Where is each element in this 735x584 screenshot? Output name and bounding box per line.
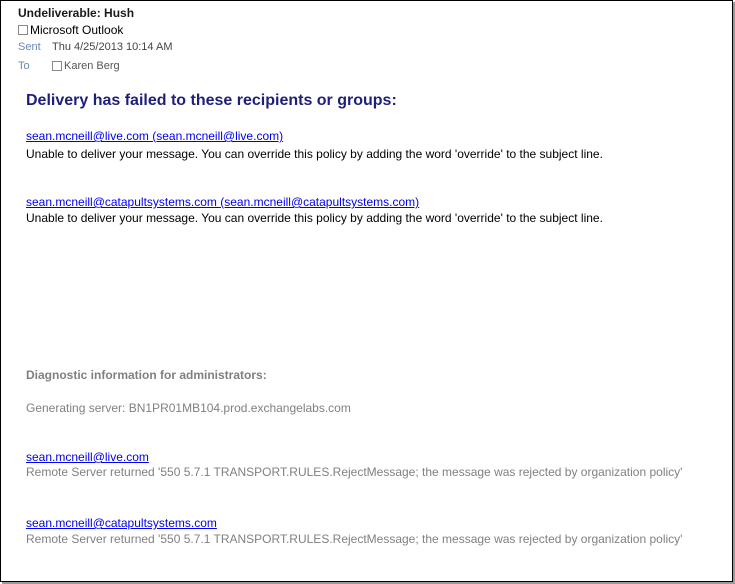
diagnostic-title: Diagnostic information for administrators: bbox=[26, 368, 267, 382]
sender-name[interactable]: Microsoft Outlook bbox=[30, 23, 124, 37]
recipient-message-1: Unable to deliver your message. You can override this policy by adding the word 'override' to the subject line. bbox=[26, 147, 603, 161]
recipient-link-1[interactable]: sean.mcneill@live.com (sean.mcneill@live.com) bbox=[26, 129, 284, 143]
remote-server-message-1: Remote Server returned '550 5.7.1 TRANSPORT.RULES.RejectMessage; the message was rejected by organization policy' bbox=[26, 465, 683, 479]
generating-server: Generating server: BN1PR01MB104.prod.exchangelabs.com bbox=[26, 401, 351, 415]
diagnostic-address-1[interactable]: sean.mcneill@live.com bbox=[26, 450, 149, 464]
remote-server-message-2: Remote Server returned '550 5.7.1 TRANSPORT.RULES.RejectMessage; the message was rejected by organization policy' bbox=[26, 532, 683, 546]
to-recipient[interactable] bbox=[52, 60, 120, 72]
to-recipient-name[interactable]: Karen Berg bbox=[64, 60, 120, 72]
sent-label: Sent bbox=[18, 41, 41, 53]
to-label: To bbox=[18, 60, 30, 72]
delivery-failed-title: Delivery has failed to these recipients or groups: bbox=[26, 92, 397, 109]
recipient-checkbox-icon bbox=[52, 61, 62, 71]
diagnostic-address-2[interactable]: sean.mcneill@catapultsystems.com bbox=[26, 516, 217, 530]
message-subject: Undeliverable: Hush bbox=[18, 6, 135, 20]
recipient-link-2[interactable]: sean.mcneill@catapultsystems.com (sean.mcneill@catapultsystems.com) bbox=[26, 195, 420, 209]
sent-value: Thu 4/25/2013 10:14 AM bbox=[52, 41, 173, 53]
sender-row[interactable] bbox=[18, 23, 123, 37]
recipient-message-2: Unable to deliver your message. You can override this policy by adding the word 'override' to the subject line. bbox=[26, 211, 603, 225]
sender-checkbox-icon bbox=[18, 25, 28, 35]
